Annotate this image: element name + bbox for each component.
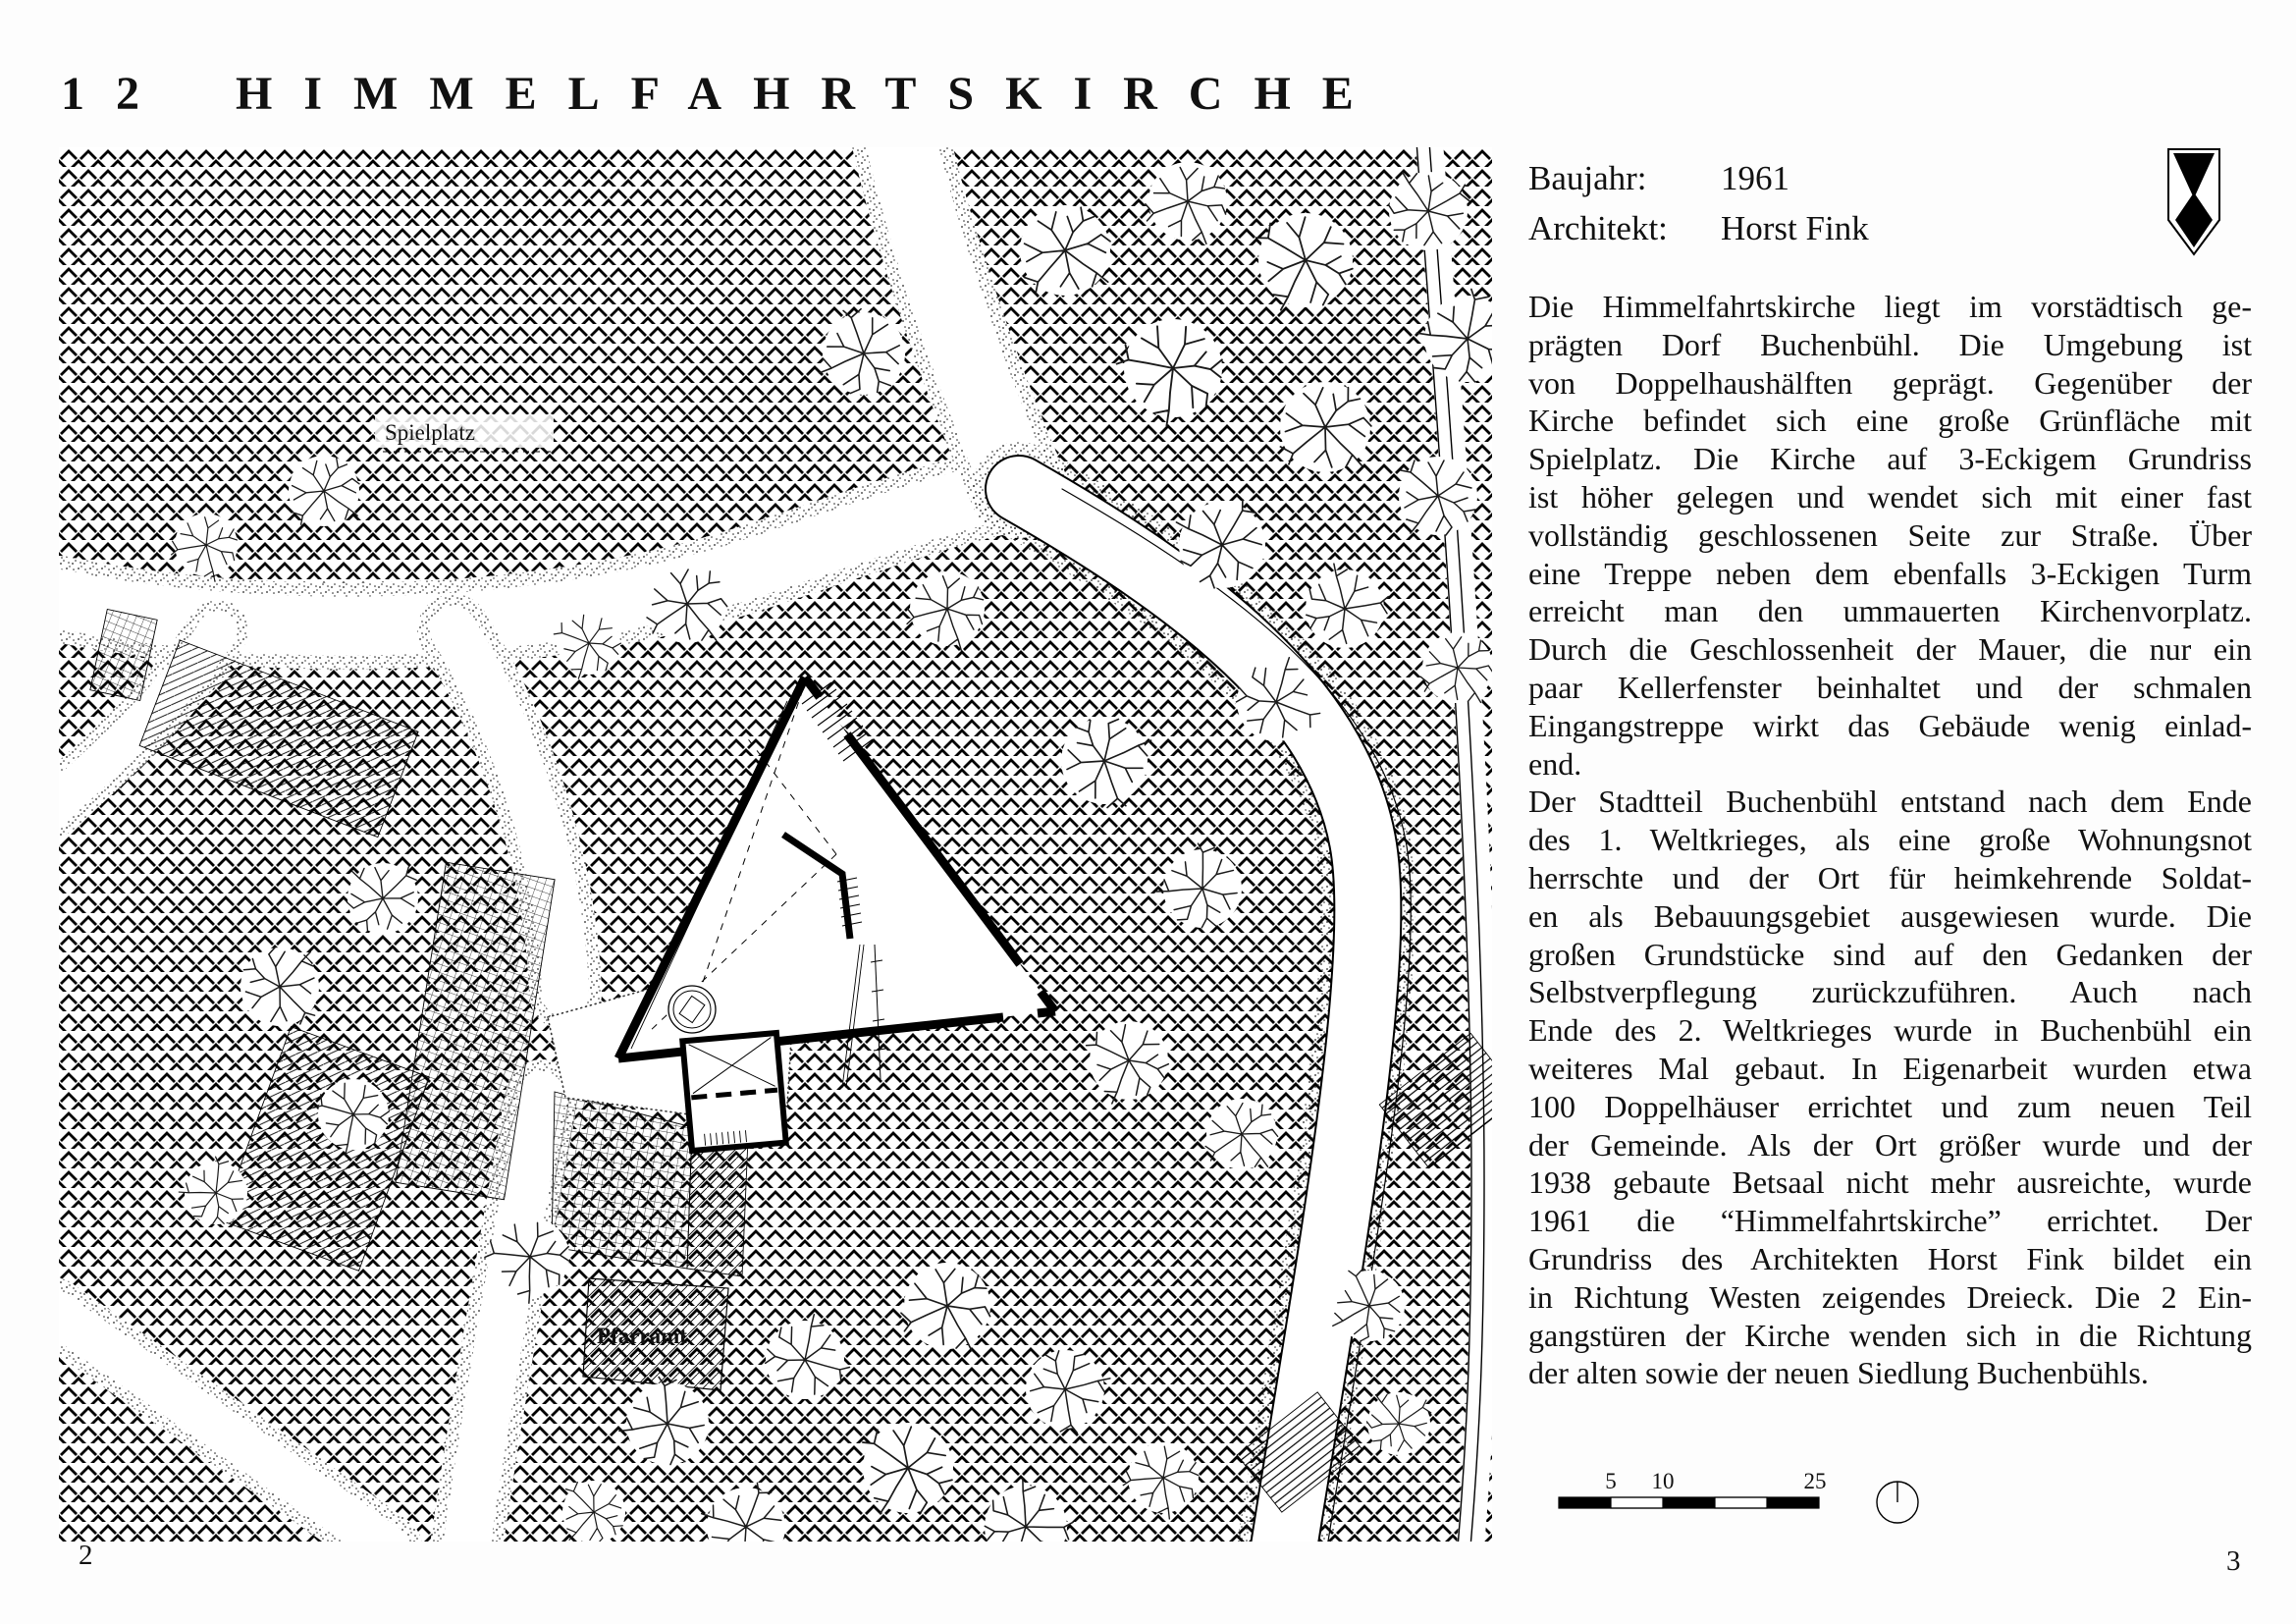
fact-row-baujahr: [1528, 153, 1869, 203]
text-line: gangstüren der Kirche wenden sich in die Richtung: [1528, 1317, 2252, 1353]
chapter-name: HIMMELFAHRTSKIRCHE: [236, 68, 1385, 120]
text-line: der alten sowie der neuen Siedlung Buchenbühls.: [1528, 1355, 2149, 1391]
text-line: der Gemeinde. Als der Ort größer wurde und der: [1528, 1126, 2252, 1163]
spielplatz-label: Spielplatz: [385, 420, 475, 445]
text-line: großen Grundstücke sind auf den Gedanken der: [1528, 936, 2252, 972]
fact-label: Architekt:: [1528, 209, 1668, 247]
text-line: Der Stadtteil Buchenbühl entstand nach dem Ende: [1528, 784, 2252, 820]
text-line: Ende des 2. Weltkrieges wurde in Buchenbühl ein: [1528, 1012, 2252, 1049]
site-plan-svg: [59, 147, 1492, 1542]
article-text: [1528, 288, 2252, 1392]
map-scale-and-compass: [1551, 1469, 1963, 1540]
scale-bar: [1559, 1469, 1827, 1508]
chapter-number: 12: [61, 68, 171, 120]
text-line: 1961 die “Himmelfahrtskirche” errichtet. Der: [1528, 1203, 2252, 1239]
text-line: end.: [1528, 745, 1582, 782]
church-tower: [682, 1033, 785, 1151]
text-line: 1938 gebaute Betsaal nicht mehr ausreichte, wurde: [1528, 1164, 2252, 1201]
spiral-stair: [668, 986, 716, 1033]
site-plan-map: [59, 147, 1492, 1542]
text-line: Spielplatz. Die Kirche auf 3-Eckigem Grundriss: [1528, 441, 2252, 477]
north-indicator-icon: [1877, 1482, 1918, 1523]
chapter-title: [61, 67, 1385, 121]
shield-diamond-icon: [2165, 147, 2222, 257]
text-line: ist höher gelegen und wendet sich mit einer fast: [1528, 478, 2252, 514]
scale-tick-25: 25: [1803, 1469, 1827, 1493]
scale-tick-10: 10: [1651, 1469, 1675, 1493]
fact-block: [1528, 153, 1869, 253]
text-line: Eingangstreppe wirkt das Gebäude wenig einlad-: [1528, 707, 2252, 743]
text-line: vollständig geschlossenen Seite zur Straße. Über: [1528, 516, 2252, 553]
text-line: weiteres Mal gebaut. In Eigenarbeit wurden etwa: [1528, 1050, 2252, 1086]
text-line: Selbstverpflegung zurückzuführen. Auch nach: [1528, 974, 2252, 1010]
text-line: Durch die Geschlossenheit der Mauer, die nur ein: [1528, 631, 2252, 668]
text-line: Kirche befindet sich eine große Grünfläche mit: [1528, 403, 2252, 439]
text-line: in Richtung Westen zeigendes Dreieck. Die 2 Ein-: [1528, 1278, 2252, 1315]
text-line: en als Bebauungsgebiet ausgewiesen wurde. Die: [1528, 897, 2252, 934]
text-line: prägten Dorf Buchenbühl. Die Umgebung ist: [1528, 326, 2252, 362]
fact-row-architekt: [1528, 203, 1869, 253]
page-number-right: 3: [2226, 1545, 2241, 1577]
fact-value: 1961: [1721, 159, 1789, 197]
fact-label: Baujahr:: [1528, 159, 1647, 197]
page-number-left: 2: [79, 1540, 93, 1571]
text-line: erreicht man den ummauerten Kirchenvorplatz.: [1528, 593, 2252, 629]
text-line: eine Treppe neben dem ebenfalls 3-Eckigen Turm: [1528, 555, 2252, 591]
text-line: des 1. Weltkrieges, als eine große Wohnungsnot: [1528, 822, 2252, 858]
text-line: paar Kellerfenster beinhaltet und der schmalen: [1528, 669, 2252, 705]
fact-value: Horst Fink: [1721, 209, 1869, 247]
text-line: herrschte und der Ort für heimkehrende Soldat-: [1528, 859, 2252, 895]
text-line: von Doppelhaushälften geprägt. Gegenüber der: [1528, 364, 2252, 401]
text-line: Die Himmelfahrtskirche liegt im vorstädtisch ge-: [1528, 289, 2252, 324]
text-line: 100 Doppelhäuser errichtet und zum neuen Teil: [1528, 1088, 2252, 1124]
scale-tick-5: 5: [1605, 1469, 1617, 1493]
pfarramt-label: Pfarramt: [597, 1324, 687, 1348]
text-line: Grundriss des Architekten Horst Fink bildet ein: [1528, 1240, 2252, 1276]
